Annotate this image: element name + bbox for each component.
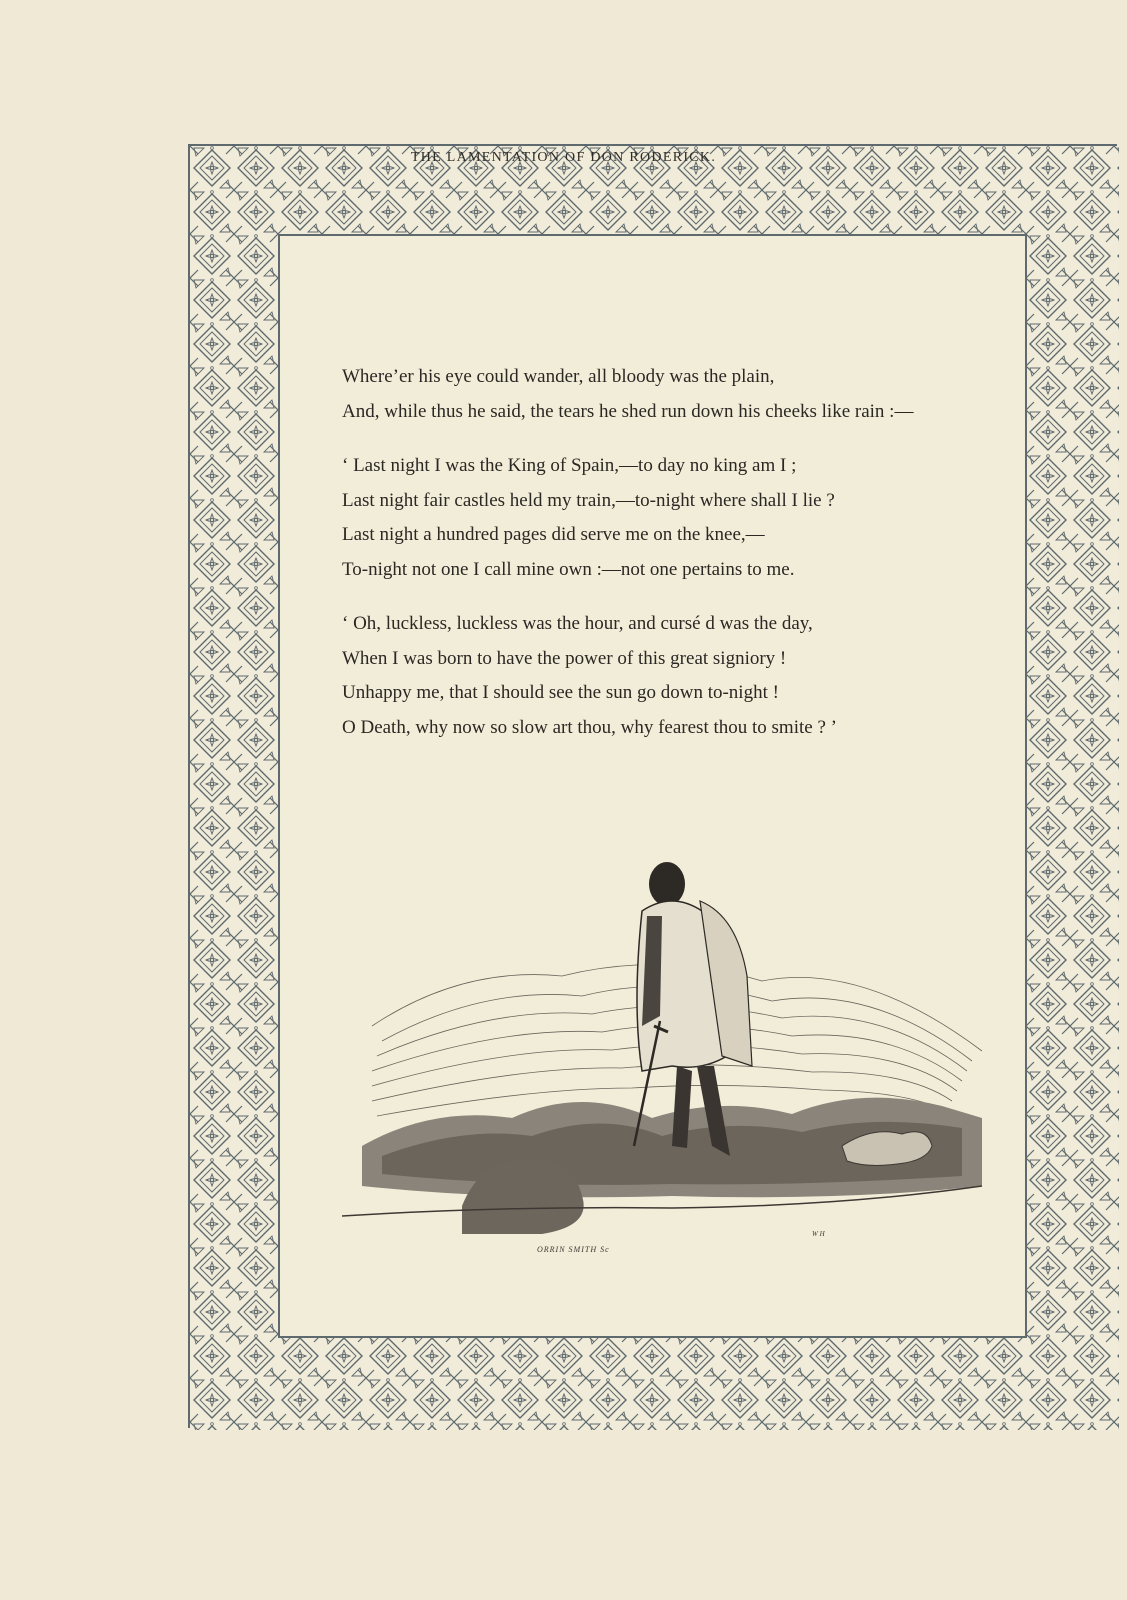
verse-line: Last night fair castles held my train,—to-night where shall I lie ? xyxy=(342,489,835,511)
page-heading: THE LAMENTATION OF DON RODERICK. xyxy=(410,150,717,165)
verse-line: When I was born to have the power of this great signiory ! xyxy=(342,647,787,669)
engraving-illustration xyxy=(342,856,1002,1266)
verse-line: And, while thus he said, the tears he shed run down his cheeks like rain :— xyxy=(342,400,914,422)
verse-line: ‘ Oh, luckless, luckless was the hour, and cursé d was the day, xyxy=(342,613,813,634)
engraver-signature: ORRIN SMITH Sc xyxy=(537,1245,610,1254)
verse-line: ‘ Last night I was the King of Spain,—to day no king am I ; xyxy=(342,455,797,476)
verse-line: To-night not one I call mine own :—not one pertains to me. xyxy=(342,558,795,580)
stanza-3 xyxy=(342,607,1002,745)
stanza-2 xyxy=(342,449,1002,587)
poem-verses xyxy=(342,360,1002,765)
stanza-1 xyxy=(342,360,1002,429)
artist-monogram: W H xyxy=(812,1230,825,1238)
verse-line: Where’er his eye could wander, all bloody was the plain, xyxy=(342,366,775,387)
verse-line: O Death, why now so slow art thou, why fearest thou to smite ? ’ xyxy=(342,716,837,738)
verse-line: Last night a hundred pages did serve me on the knee,— xyxy=(342,524,765,545)
verse-line: Unhappy me, that I should see the sun go down to-night ! xyxy=(342,682,779,703)
